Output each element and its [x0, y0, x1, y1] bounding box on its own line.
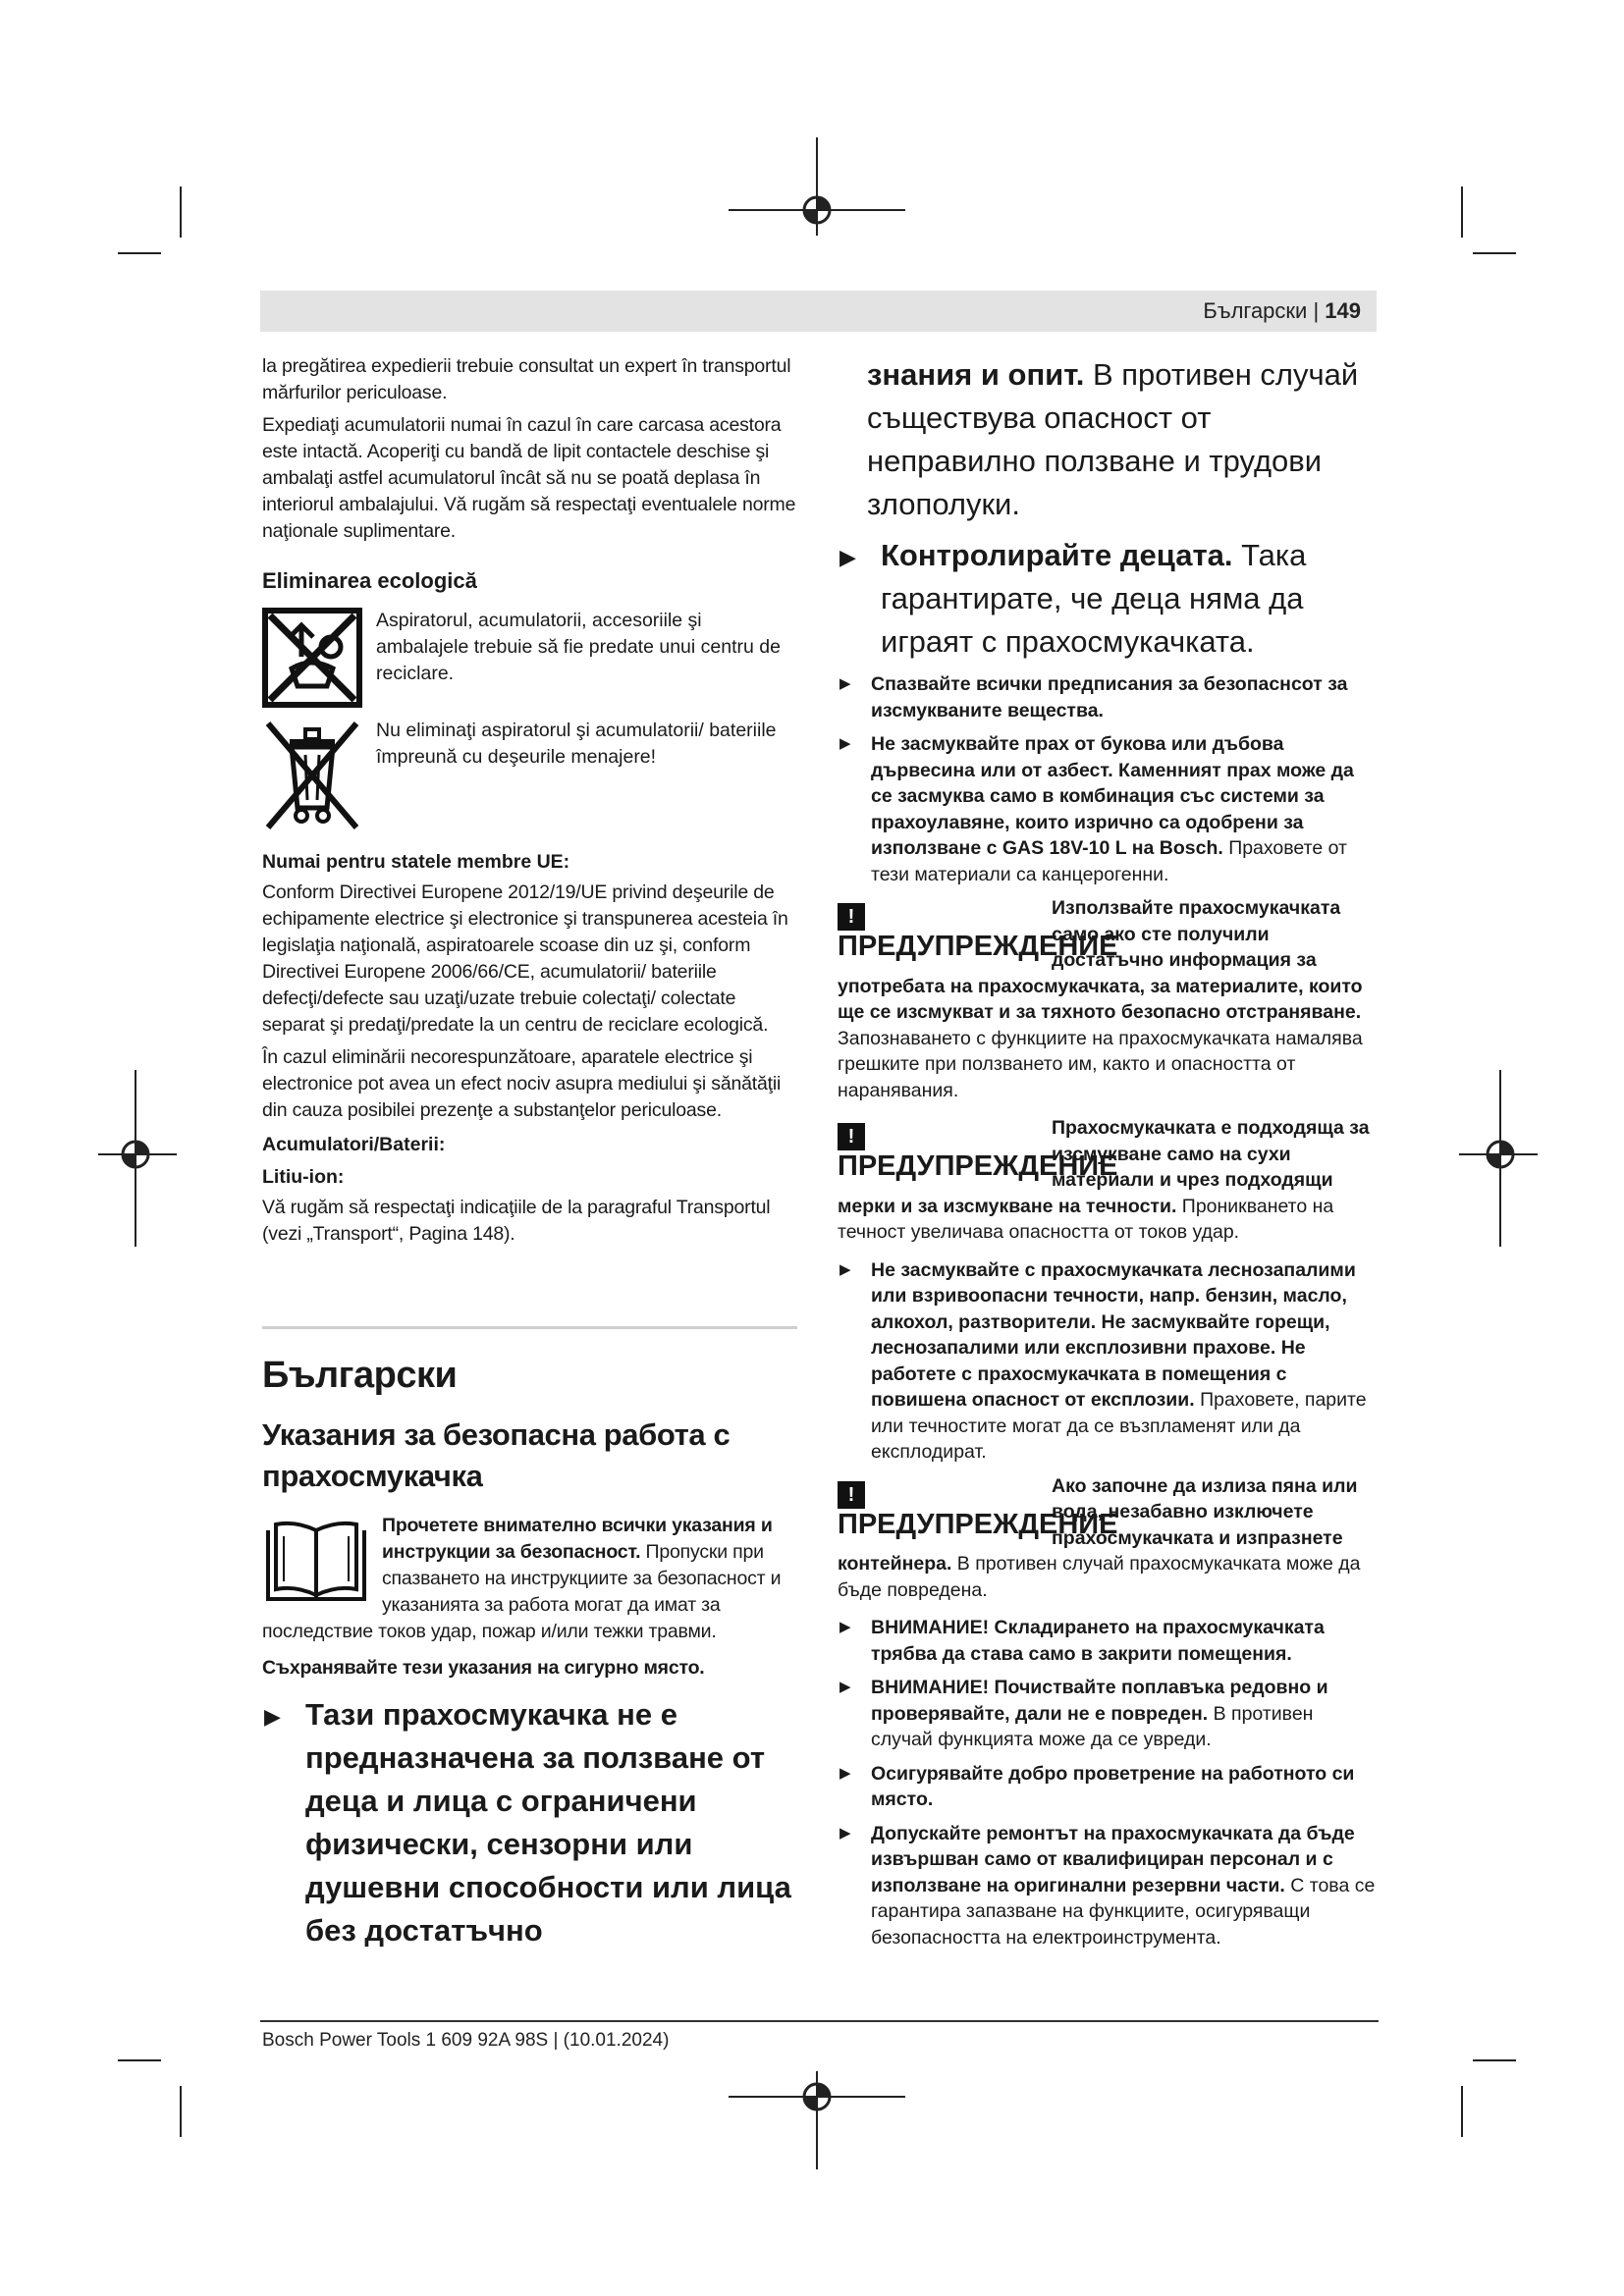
bullet-regulations: ▶ Спазвайте всички предписания за безопаснсот за изсмукваните вещества.: [838, 671, 1380, 723]
warning-1: [838, 895, 1380, 1103]
recycle-text: Aspiratorul, acumulatorii, accesoriile şi ambalajele trebuie să fie predate unui centru de reciclare.: [376, 610, 781, 684]
warning-3-bold: Ако започне да излиза пяна или вода, незабавно изключете прахосмукачката и изпразнете контейнера.: [838, 1474, 1358, 1575]
warning-triangle-icon: !: [838, 1123, 865, 1150]
bullet-ventilation: ▶ Осигурявайте добро проветрение на работното си място.: [838, 1761, 1380, 1813]
bullet-float: [838, 1675, 1380, 1753]
waste-bin-text: Nu eliminaţi aspiratorul şi acumulatorii/ bateriile împreună cu deşeurile menajere!: [376, 720, 777, 768]
footer-rule: [260, 2020, 1379, 2022]
bullet-repair: [838, 1821, 1380, 1951]
warning-3-rest: В противен случай прахосмукачката може да бъде повредена.: [838, 1553, 1361, 1601]
bullet-flammable: [838, 1257, 1380, 1466]
warning-2-bold: Прахосмукачката е подходяща за изсмукване само на сухи материали и чрез подходящи мерки и за изсмукване на течности.: [838, 1117, 1370, 1217]
left-column: [262, 353, 797, 1960]
header-label: Български | 149: [1203, 298, 1361, 323]
section-divider: [262, 1326, 797, 1329]
footer-text: Bosch Power Tools 1 609 92A 98S | (10.01.2024): [262, 2030, 670, 2051]
warning-1-bold: Използвайте прахосмукачката само ако сте получили достатъчно информация за употребата на прахосмукачката, за материалите, които ще се изсмукват и за тяхното безопасно отстраняване.: [838, 897, 1363, 1023]
waste-bin-row: [262, 718, 797, 833]
bullet-dust-rest: Праховете от тези материали са канцерогенни.: [871, 837, 1347, 885]
book-icon: [262, 1517, 370, 1611]
transport-paragraph-1: la pregătirea expedierii trebuie consultat un expert în transportul mărfurilor periculoase.: [262, 355, 791, 403]
recycle-row: [262, 608, 797, 708]
warning-label: !ПРЕДУПРЕЖДЕНИЕ: [838, 1473, 1044, 1540]
heading-eliminare: Eliminarea ecologică: [262, 568, 477, 593]
warning-1-rest: Запознаването с функциите на прахосмукачката намалява грешките при ползването им, както и опасността от наранявания.: [838, 1027, 1363, 1101]
ue-paragraph-2: În cazul eliminării necorespunzătoare, aparatele electrice şi electronice pot avea un efect nociv asupra mediului şi sănătăţii din cauza posibilei prezenţe a substanţelor periculoase.: [262, 1046, 782, 1121]
registration-mark-top: [729, 137, 905, 236]
section-title: Български: [262, 1355, 458, 1396]
no-recycle-crossed-icon: [262, 608, 362, 708]
heading-litiu-ion: Litiu-ion:: [262, 1166, 345, 1188]
continuation-bold: знания и опит.: [867, 357, 1085, 392]
subsection-title: Указания за безопасна работа с прахосмукачка: [262, 1417, 731, 1493]
bullet-repair-bold: Допускайте ремонтът на прахосмукачката да бъде извършван само от квалифициран персонал и с използване на оригинални резервни части.: [871, 1822, 1355, 1896]
page-number: 149: [1325, 298, 1361, 323]
bullet-flammable-rest: Праховете, парите или течностите могат да се възпламенят или да експлодират.: [871, 1389, 1367, 1463]
continuation-paragraph: [838, 353, 1380, 526]
continuation-rest: В противен случай съществува опасност от неправилно ползване и трудови злополуки.: [867, 357, 1359, 521]
litiu-paragraph: Vă rugăm să respectaţi indicaţiile de la paragraful Transportul (vezi „Transport“, Pagina 148).: [262, 1197, 771, 1245]
children-warning-bullet: ▶ Тази прахосмукачка не е предназначена за ползване от деца и лица с ограничени физически, сензорни или душевни способности или лица без достатъчно: [262, 1693, 797, 1952]
header-language: Български: [1203, 298, 1308, 323]
bullet-control-children-rest: Така гарантирате, че деца няма да играят с прахосмукачката.: [881, 538, 1307, 659]
registration-mark-right: [1459, 1070, 1538, 1247]
bullet-dust: [838, 731, 1380, 887]
bullet-storage: ▶ ВНИМАНИЕ! Складирането на прахосмукачката трябва да става само в закрити помещения.: [838, 1615, 1380, 1667]
right-column: [838, 353, 1380, 1958]
warning-triangle-icon: !: [838, 1481, 865, 1509]
bullet-float-rest: В противен случай функцията може да се увреди.: [871, 1702, 1314, 1750]
read-instructions-block: [262, 1513, 797, 1651]
warning-triangle-icon: !: [838, 903, 865, 931]
transport-paragraph-2: Expediaţi acumulatorii numai în cazul în care carcasa acestora este intactă. Acoperiţi cu bandă de lipit contactele deschise şi ambalaţi astfel acumulatorul încât să nu se poată deplasa în interiorul ambalajului. Vă rugăm să respectaţi eventualele norme naţionale suplimentare.: [262, 414, 796, 542]
warning-label: !ПРЕДУПРЕЖДЕНИЕ: [838, 895, 1044, 962]
bullet-float-bold: ВНИМАНИЕ! Почиствайте поплавъка редовно и проверявайте, дали не е повреден.: [871, 1677, 1328, 1725]
read-instructions-bold: Прочетете внимателно всички указания и инструкции за безопасност.: [382, 1515, 773, 1563]
warning-2-rest: Проникването на течност увеличава опасността от токов удар.: [838, 1195, 1334, 1243]
warning-3: [838, 1473, 1380, 1604]
registration-mark-left: [98, 1070, 177, 1247]
warning-label: !ПРЕДУПРЕЖДЕНИЕ: [838, 1115, 1044, 1182]
bullet-control-children-bold: Контролирайте децата.: [881, 538, 1233, 572]
bullet-control-children: [838, 534, 1380, 664]
keep-instructions: Съхранявайте тези указания на сигурно място.: [262, 1657, 705, 1679]
heading-acumulatori: Acumulatori/Baterii:: [262, 1134, 446, 1155]
bullet-repair-rest: С това се гарантира запазване на функциите, осигуряващи безопасността на електроинструмента.: [871, 1874, 1376, 1949]
page-header: [260, 291, 1377, 332]
registration-mark-bottom: [729, 2071, 905, 2169]
bullet-flammable-bold: Не засмуквайте с прахосмукачката леснозапалими или взривоопасни течности, напр. бензин, масло, алкохол, разтворители. Не засмуквайте горещи, леснозапалими или експлозивни прахове. Не работете с прахосмукачката в помещения с повишена опасност от експлозии.: [871, 1258, 1356, 1411]
read-instructions-rest: Пропуски при спазването на инструкциите за безопасност и указанията за работа могат да имат за последствие токов удар, пожар и/или тежки травми.: [262, 1541, 782, 1642]
heading-ue: Numai pentru statele membre UE:: [262, 851, 570, 873]
crossed-bin-icon: [262, 718, 362, 833]
ue-paragraph-1: Conform Directivei Europene 2012/19/UE privind deşeurile de echipamente electrice şi electronice şi transpunerea acesteia în legislaţia naţională, aspiratoarele scoase din uz şi, conform Directivei Europene 2006/66/CE, acumulatorii/ bateriile defecţi/defecte sau uzaţi/uzate trebuie colectaţi/ colectate separat şi predaţi/predate la un centru de reciclare ecologică.: [262, 881, 788, 1036]
warning-2: [838, 1115, 1380, 1246]
bullet-dust-bold: Не засмуквайте прах от букова или дъбова дървесина или от азбест. Каменният прах може да се засмуква само в комбинация със системи за прахоулавяне, които изрично са одобрени за използване с GAS 18V-10 L на Bosch.: [871, 733, 1354, 859]
